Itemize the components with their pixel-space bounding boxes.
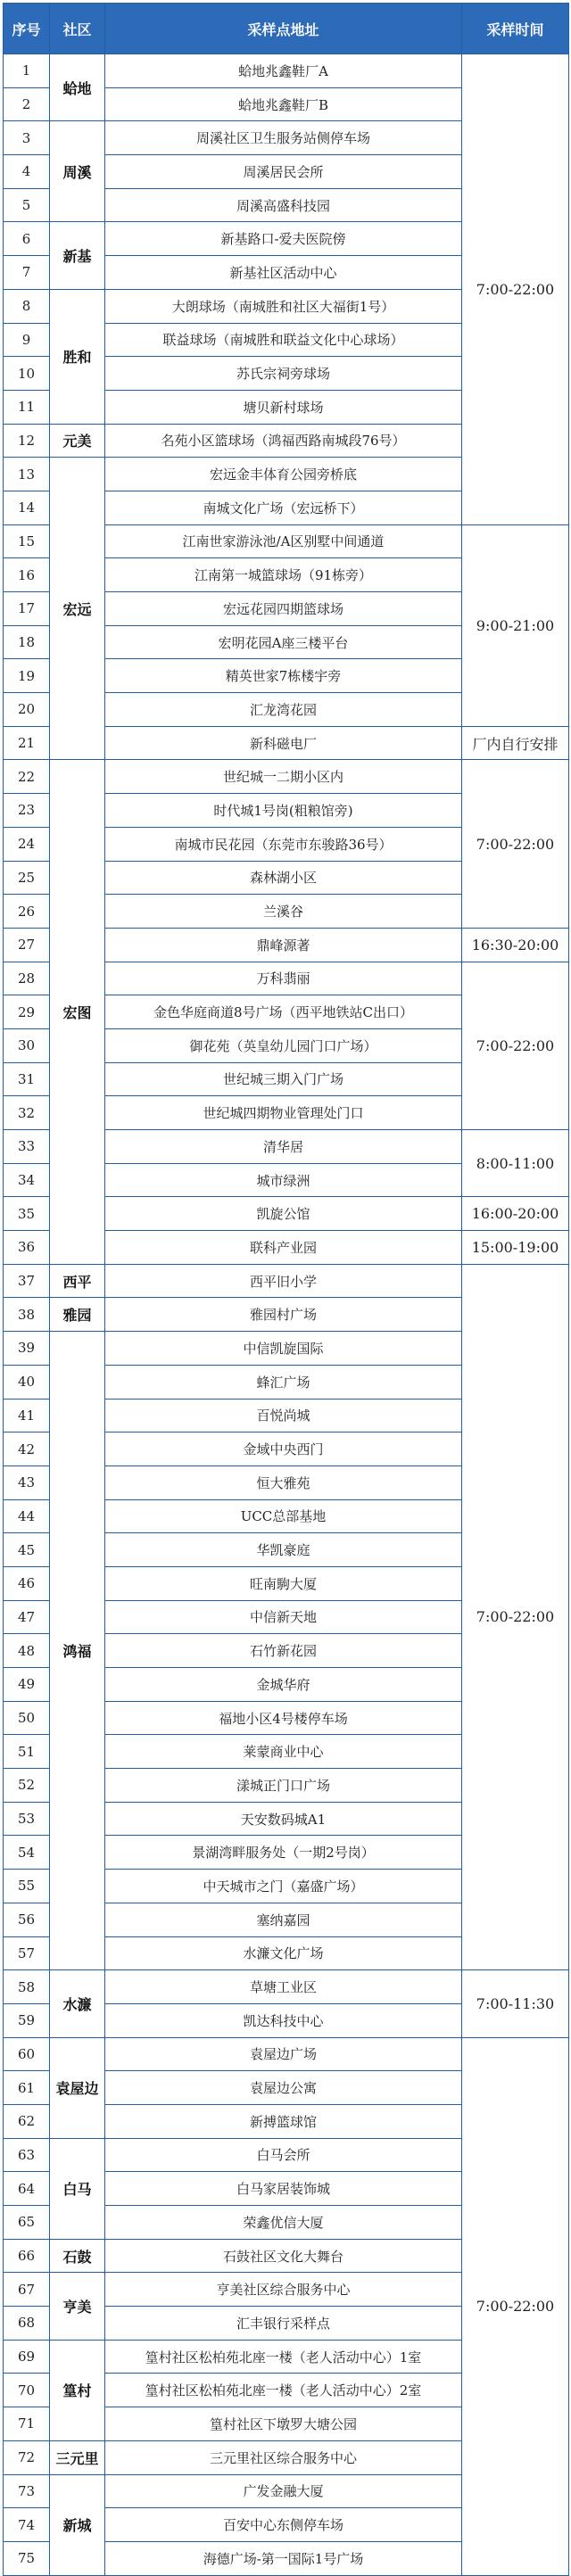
address-cell: 兰溪谷 [105,895,462,929]
row-number: 44 [4,1499,50,1533]
row-number: 24 [4,827,50,861]
address-cell: 蛤地兆鑫鞋厂A [105,54,462,88]
row-number: 47 [4,1600,50,1634]
address-cell: 恒大雅苑 [105,1466,462,1499]
row-number: 26 [4,895,50,929]
community-cell: 水濂 [50,1970,105,2037]
row-number: 33 [4,1130,50,1164]
community-cell: 亨美 [50,2273,105,2340]
address-cell: 水濂文化广场 [105,1936,462,1970]
row-number: 18 [4,625,50,659]
row-number: 35 [4,1197,50,1231]
address-cell: 新搏篮球馆 [105,2104,462,2138]
time-cell: 7:00-11:30 [462,1970,569,2037]
row-number: 12 [4,424,50,458]
community-cell: 篁村 [50,2340,105,2440]
address-cell: 森林湖小区 [105,861,462,895]
row-number: 62 [4,2104,50,2138]
row-number: 58 [4,1970,50,2004]
row-number: 21 [4,726,50,760]
address-cell: 雅园村广场 [105,1298,462,1332]
address-cell: 金色华庭商道8号广场（西平地铁站C出口） [105,995,462,1029]
time-cell: 9:00-21:00 [462,524,569,726]
row-number: 54 [4,1836,50,1870]
row-number: 46 [4,1566,50,1600]
row-number: 15 [4,524,50,558]
community-cell: 西平 [50,1264,105,1298]
address-cell: 江南世家游泳池/A区别墅中间通道 [105,524,462,558]
sampling-sites-table [3,3,569,2576]
row-number: 27 [4,928,50,962]
time-cell: 7:00-22:00 [462,54,569,525]
address-cell: 精英世家7栋楼宇旁 [105,659,462,693]
time-cell: 16:00-20:00 [462,1197,569,1231]
row-number: 48 [4,1634,50,1668]
row-number: 68 [4,2307,50,2341]
address-cell: 世纪城四期物业管理处门口 [105,1096,462,1130]
row-number: 2 [4,87,50,121]
address-cell: 西平旧小学 [105,1264,462,1298]
address-cell: 新科磁电厂 [105,726,462,760]
community-cell: 新城 [50,2474,105,2575]
address-cell: 石竹新花园 [105,1634,462,1668]
address-cell: 三元里社区综合服务中心 [105,2440,462,2474]
community-cell: 宏图 [50,760,105,1264]
row-number: 36 [4,1231,50,1265]
address-cell: 江南第一城篮球场（91栋旁） [105,558,462,592]
address-cell: 名苑小区篮球场（鸿福西路南城段76号） [105,424,462,458]
row-number: 71 [4,2407,50,2441]
community-cell: 元美 [50,424,105,458]
address-cell: 石鼓社区文化大舞台 [105,2239,462,2273]
row-number: 45 [4,1533,50,1567]
row-number: 5 [4,188,50,222]
row-number: 14 [4,491,50,524]
row-number: 19 [4,659,50,693]
address-cell: 天安数码城A1 [105,1802,462,1836]
address-cell: 中信凯旋国际 [105,1332,462,1366]
table-body [4,54,569,2576]
address-cell: 袁屋边广场 [105,2037,462,2071]
row-number: 37 [4,1264,50,1298]
address-cell: 福地小区4号楼停车场 [105,1701,462,1735]
address-cell: 莱蒙商业中心 [105,1735,462,1769]
address-cell: 荣鑫优信大厦 [105,2206,462,2240]
address-cell: 袁屋边公寓 [105,2071,462,2105]
address-cell: 白马家居装饰城 [105,2172,462,2206]
row-number: 67 [4,2273,50,2307]
address-cell: 金域中央西门 [105,1432,462,1466]
table-row [4,1264,569,1298]
row-number: 59 [4,2003,50,2037]
header-address: 采样点地址 [105,4,462,54]
row-number: 16 [4,558,50,592]
row-number: 22 [4,760,50,794]
address-cell: 周溪高盛科技园 [105,188,462,222]
address-cell: 南城市民花园（东莞市东骏路36号） [105,827,462,861]
address-cell: 宏明花园A座三楼平台 [105,625,462,659]
address-cell: 联科产业园 [105,1231,462,1265]
row-number: 72 [4,2440,50,2474]
address-cell: 百安中心东侧停车场 [105,2508,462,2542]
address-cell: 百悦尚城 [105,1399,462,1432]
address-cell: 篁村社区松柏苑北座一楼（老人活动中心）1室 [105,2340,462,2374]
community-cell: 周溪 [50,121,105,222]
community-cell: 白马 [50,2138,105,2239]
row-number: 55 [4,1870,50,1903]
address-cell: 蛤地兆鑫鞋厂B [105,87,462,121]
row-number: 7 [4,256,50,290]
community-cell: 三元里 [50,2440,105,2474]
address-cell: 汇龙湾花园 [105,693,462,727]
address-cell: UCC总部基地 [105,1499,462,1533]
header-time: 采样时间 [462,4,569,54]
row-number: 65 [4,2206,50,2240]
row-number: 9 [4,323,50,357]
community-cell: 蛤地 [50,54,105,121]
table-row [4,760,569,794]
row-number: 39 [4,1332,50,1366]
row-number: 73 [4,2474,50,2508]
table-row [4,54,569,88]
time-cell: 7:00-22:00 [462,2037,569,2575]
row-number: 74 [4,2508,50,2542]
row-number: 29 [4,995,50,1029]
row-number: 23 [4,794,50,828]
community-cell: 袁屋边 [50,2037,105,2138]
row-number: 75 [4,2541,50,2575]
row-number: 31 [4,1062,50,1096]
address-cell: 新基社区活动中心 [105,256,462,290]
address-cell: 金城华府 [105,1668,462,1702]
address-cell: 篁村社区下墩罗大塘公园 [105,2407,462,2441]
address-cell: 漾城正门口广场 [105,1769,462,1803]
address-cell: 白马会所 [105,2138,462,2172]
time-cell: 8:00-11:00 [462,1130,569,1197]
address-cell: 新基路口-爱夫医院傍 [105,222,462,256]
row-number: 51 [4,1735,50,1769]
address-cell: 南城文化广场（宏远桥下） [105,491,462,524]
row-number: 66 [4,2239,50,2273]
row-number: 41 [4,1399,50,1432]
time-cell: 7:00-22:00 [462,760,569,928]
address-cell: 华凯豪庭 [105,1533,462,1567]
address-cell: 鼎峰源著 [105,928,462,962]
row-number: 1 [4,54,50,88]
address-cell: 塞纳嘉园 [105,1903,462,1936]
row-number: 10 [4,357,50,391]
row-number: 69 [4,2340,50,2374]
row-number: 57 [4,1936,50,1970]
row-number: 6 [4,222,50,256]
row-number: 60 [4,2037,50,2071]
row-number: 50 [4,1701,50,1735]
time-cell: 7:00-22:00 [462,962,569,1129]
header-community: 社区 [50,4,105,54]
address-cell: 世纪城三期入门广场 [105,1062,462,1096]
address-cell: 汇丰银行采样点 [105,2307,462,2341]
row-number: 49 [4,1668,50,1702]
address-cell: 苏氏宗祠旁球场 [105,357,462,391]
time-cell: 16:30-20:00 [462,928,569,962]
row-number: 61 [4,2071,50,2105]
address-cell: 凯达科技中心 [105,2003,462,2037]
row-number: 20 [4,693,50,727]
row-number: 11 [4,390,50,424]
address-cell: 亨美社区综合服务中心 [105,2273,462,2307]
address-cell: 塘贝新村球场 [105,390,462,424]
address-cell: 清华居 [105,1130,462,1164]
address-cell: 中信新天地 [105,1600,462,1634]
address-cell: 周溪社区卫生服务站侧停车场 [105,121,462,155]
header-row [4,4,569,54]
community-cell: 石鼓 [50,2239,105,2273]
row-number: 4 [4,155,50,189]
community-cell: 新基 [50,222,105,289]
row-number: 8 [4,289,50,323]
row-number: 25 [4,861,50,895]
row-number: 42 [4,1432,50,1466]
row-number: 40 [4,1365,50,1399]
row-number: 70 [4,2374,50,2407]
address-cell: 中天城市之门（嘉盛广场） [105,1870,462,1903]
address-cell: 时代城1号岗(粗粮馆旁) [105,794,462,828]
community-cell: 雅园 [50,1298,105,1332]
time-cell: 7:00-22:00 [462,1264,569,1969]
row-number: 43 [4,1466,50,1499]
address-cell: 旺南駒大厦 [105,1566,462,1600]
address-cell: 城市绿洲 [105,1163,462,1197]
row-number: 56 [4,1903,50,1936]
address-cell: 海德广场-第一国际1号广场 [105,2541,462,2575]
row-number: 52 [4,1769,50,1803]
row-number: 13 [4,458,50,491]
address-cell: 周溪居民会所 [105,155,462,189]
row-number: 32 [4,1096,50,1130]
address-cell: 篁村社区松柏苑北座一楼（老人活动中心）2室 [105,2374,462,2407]
address-cell: 广发金融大厦 [105,2474,462,2508]
address-cell: 宏远花园四期篮球场 [105,592,462,626]
address-cell: 万科翡丽 [105,962,462,995]
row-number: 28 [4,962,50,995]
address-cell: 凯旋公馆 [105,1197,462,1231]
row-number: 17 [4,592,50,626]
community-cell: 胜和 [50,289,105,424]
row-number: 53 [4,1802,50,1836]
time-cell: 厂内自行安排 [462,726,569,760]
address-cell: 世纪城一二期小区内 [105,760,462,794]
row-number: 64 [4,2172,50,2206]
address-cell: 联益球场（南城胜和联益文化中心球场） [105,323,462,357]
community-cell: 宏远 [50,458,105,760]
row-number: 63 [4,2138,50,2172]
row-number: 3 [4,121,50,155]
table-row [4,2037,569,2071]
table-row [4,1970,569,2004]
address-cell: 宏远金丰体育公园旁桥底 [105,458,462,491]
community-cell: 鸿福 [50,1332,105,1970]
header-index: 序号 [4,4,50,54]
address-cell: 蜂汇广场 [105,1365,462,1399]
address-cell: 大朗球场（南城胜和社区大福街1号） [105,289,462,323]
address-cell: 景湖湾畔服务处（一期2号岗） [105,1836,462,1870]
address-cell: 御花苑（英皇幼儿园门口广场） [105,1028,462,1062]
address-cell: 草塘工业区 [105,1970,462,2004]
row-number: 34 [4,1163,50,1197]
row-number: 38 [4,1298,50,1332]
row-number: 30 [4,1028,50,1062]
time-cell: 15:00-19:00 [462,1231,569,1265]
